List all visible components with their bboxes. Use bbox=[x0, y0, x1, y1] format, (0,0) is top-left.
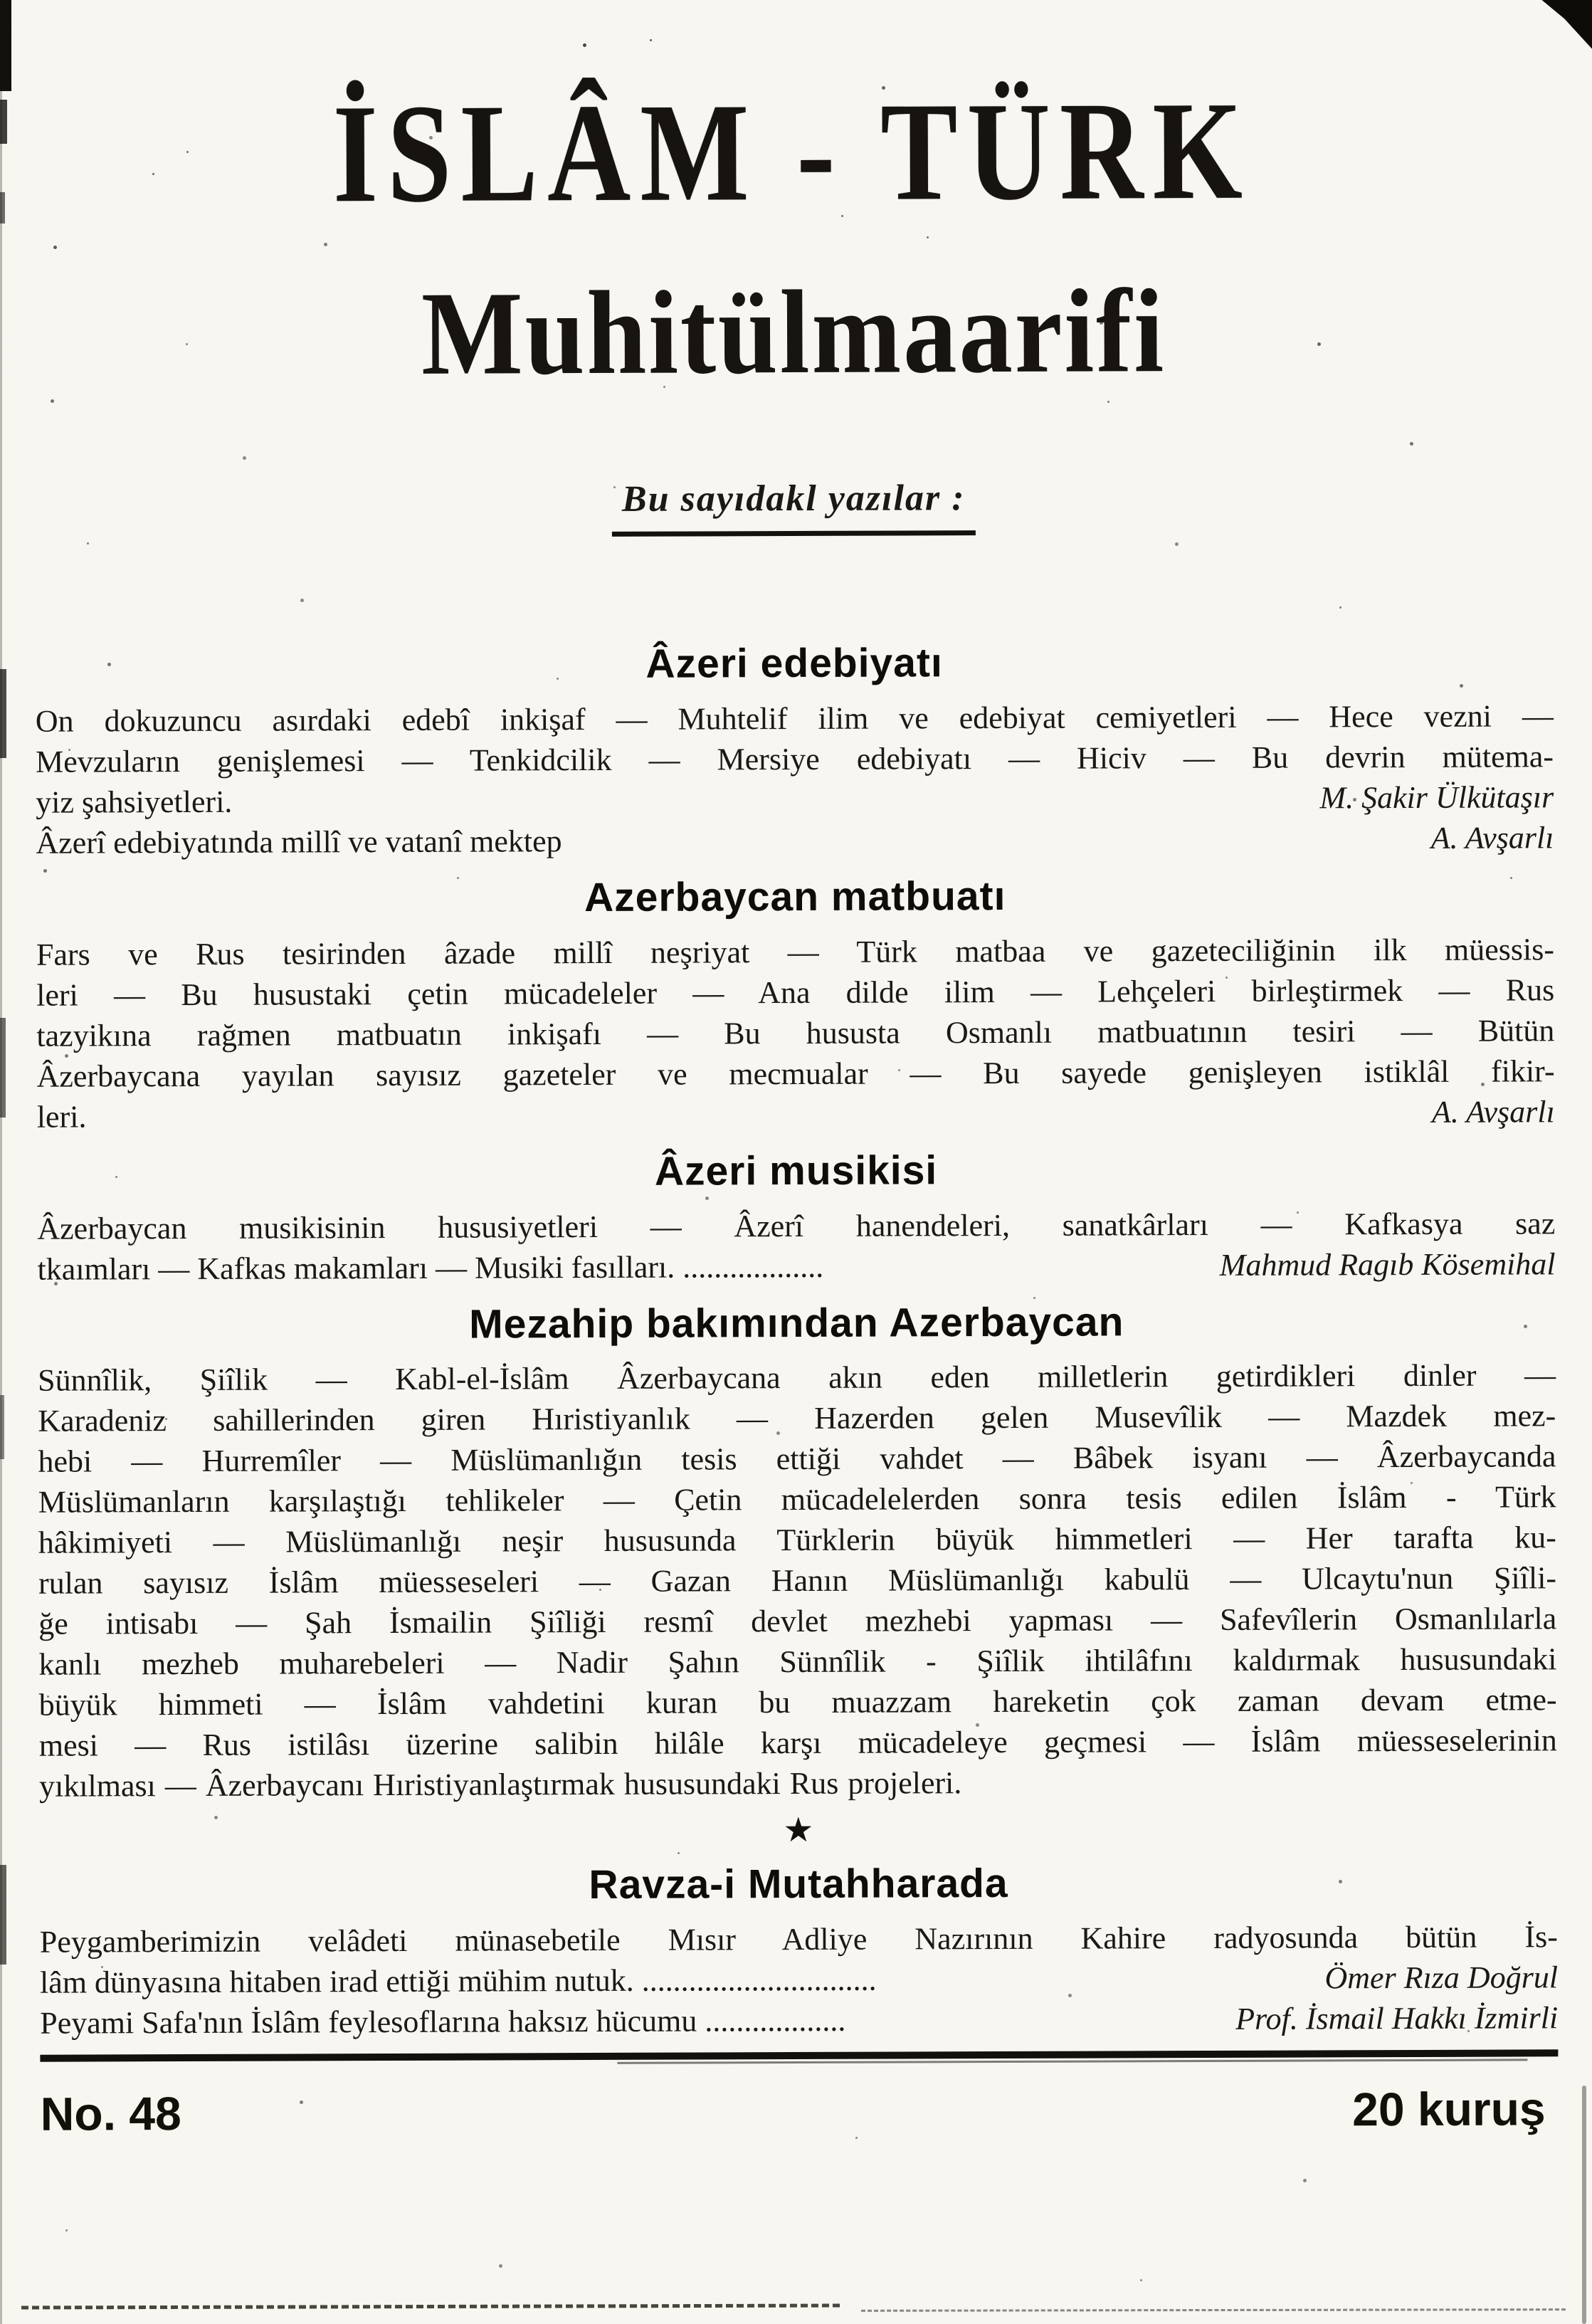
scan-artifact-ink-mark bbox=[0, 100, 7, 144]
paragraph-line: tazyikına rağmen matbuatın inkişafı — Bu hususta Osmanlı matbuatının tesiri — Bütün bbox=[36, 1012, 1555, 1053]
paragraph-line: Sünnîlik, Şiîlik — Kabl-el-İslâm Âzerbaycana akın eden milletlerin getirdikleri dinler — bbox=[37, 1357, 1556, 1399]
paragraph-line: ğe intisabı — Şah İsmailin Şiîliği resmî devlet mezhebi yapması — Safevîlerin Osmanlılarla bbox=[38, 1601, 1557, 1642]
author-name: Mahmud Ragıb Kösemihal bbox=[1219, 1246, 1556, 1283]
magazine-title: İSLÂM - TÜRK bbox=[332, 72, 1253, 232]
paragraph-line: hâkimiyeti — Müslümanlığı neşir hususunda Türklerin büyük himmetleri — Her tarafta ku- bbox=[38, 1520, 1556, 1561]
contents-label-row bbox=[35, 475, 1553, 538]
section-mezahip bbox=[38, 1300, 1557, 1807]
paragraph-line: kanlı mezheb muharebeleri — Nadir Şahın Sünnîlik - Şiîlik ihtilâfını kaldırmak hususundaki bbox=[38, 1641, 1557, 1683]
paragraph-line: leri. bbox=[36, 1099, 87, 1135]
paragraph-line: yiz şahsiyetleri. bbox=[36, 784, 233, 820]
author-line bbox=[37, 1091, 1555, 1137]
paragraph-line: Karadeniz sahillerinden giren Hıristiyanlık — Hazerden gelen Musevîlik — Mazdek mez- bbox=[38, 1398, 1556, 1439]
section-azerbaycan-matbuati bbox=[36, 873, 1555, 1137]
scan-artifact-right-streak bbox=[1582, 2086, 1586, 2324]
paragraph-line: Peyami Safa'nın İslâm feylesoflarına haksız hücumu .................. bbox=[40, 2002, 846, 2041]
paragraph-line: yıkılması — Âzerbaycanı Hıristiyanlaştırmak hususundaki Rus projeleri. bbox=[38, 1765, 962, 1804]
paragraph-line: Âzerbaycana yayılan sayısız gazeteler ve mecmualar — Bu sayede genişleyen istiklâl fikir- bbox=[36, 1053, 1555, 1094]
paragraph-line: rulan sayısız İslâm müesseseleri — Gazan Hanın Müslümanlığı kabulü — Ulcaytu'nun Şiîli- bbox=[38, 1560, 1557, 1602]
section-heading: Âzeri edebiyatı bbox=[645, 640, 943, 687]
paragraph-line: Mevzuların genişlemesi — Tenkidcilik — Mersiye edebiyatı — Hiciv — Bu devrin mütema- bbox=[35, 739, 1554, 779]
author-name: A. Avşarlı bbox=[1431, 1093, 1555, 1130]
author-line bbox=[36, 777, 1554, 822]
scan-artifact-ink-mark bbox=[0, 669, 6, 758]
paragraph-line: leri — Bu husustaki çetin mücadeleler — Ana dilde ilim — Lehçeleri birleştirmek — Rus bbox=[36, 972, 1555, 1013]
contents-label: Bu sayıdakl yazılar : bbox=[612, 477, 976, 537]
author-name: Ömer Rıza Doğrul bbox=[1324, 1960, 1559, 1996]
author-name: A. Avşarlı bbox=[1430, 820, 1554, 856]
paragraph-line: hebi — Hurremîler — Müslümanlığın tesis ettiği vahdet — Bâbek isyanı — Âzerbaycanda bbox=[38, 1439, 1556, 1480]
author-line bbox=[40, 1997, 1558, 2043]
star-icon: ★ bbox=[783, 1812, 814, 1850]
price: 20 kuruş bbox=[1352, 2082, 1546, 2136]
paragraph-line: Müslümanların karşılaştığı tehlikeler — Çetin mücadelelerden sonra tesis edilen İslâm - Türk bbox=[38, 1479, 1556, 1520]
section-azeri-edebiyati bbox=[35, 640, 1554, 863]
scan-artifact-ink-mark bbox=[0, 1018, 6, 1118]
scan-artifact-ink-mark bbox=[0, 0, 11, 91]
paragraph-line: Âzerî edebiyatında millî ve vatanî mektep bbox=[36, 823, 562, 861]
scan-artifact-ink-mark bbox=[0, 1395, 4, 1459]
scan-noise-specks bbox=[0, 0, 2, 2]
masthead-subtitle-row bbox=[34, 265, 1553, 400]
author-line bbox=[37, 1244, 1555, 1289]
paragraph-line: On dokuzuncu asırdaki edebî inkişaf — Muhtelif ilim ve edebiyat cemiyetleri — Hece vezni — bbox=[35, 698, 1554, 739]
section-heading: Âzeri musikisi bbox=[654, 1147, 938, 1194]
section-heading: Azerbaycan matbuatı bbox=[584, 873, 1006, 920]
author-name: Prof. İsmail Hakkı İzmirli bbox=[1235, 2000, 1559, 2037]
scan-artifact-left-edge bbox=[0, 0, 2, 2324]
masthead bbox=[33, 72, 1552, 232]
author-line bbox=[40, 1957, 1558, 2002]
scan-artifact-ink-mark bbox=[0, 1865, 6, 1965]
magazine-subtitle: Muhitülmaarifi bbox=[421, 265, 1166, 400]
author-line bbox=[36, 817, 1554, 863]
paragraph-line: mesi — Rus istilâsı üzerine salibin hilâle karşı mücadeleye geçmesi — İslâm müesseselerinin bbox=[38, 1723, 1557, 1764]
section-heading: Ravza-i Mutahharada bbox=[589, 1861, 1008, 1908]
paragraph-line: Fars ve Rus tesirinden âzade millî neşriyat — Türk matbaa ve gazeteciliğinin ilk müessis- bbox=[36, 931, 1555, 972]
section-heading: Mezahip bakımından Azerbaycan bbox=[469, 1298, 1124, 1347]
issue-number: No. 48 bbox=[40, 2087, 181, 2140]
divider-rule bbox=[40, 2049, 1558, 2061]
paragraph-line: tkaımları — Kafkas makamları — Musiki fasılları. .................. bbox=[37, 1248, 824, 1287]
section-azeri-musikisi bbox=[37, 1147, 1556, 1289]
paragraph-line: lâm dünyasına hitaben irad ettiği mühim nutuk. .............................. bbox=[39, 1962, 877, 2000]
paragraph-line: Peygamberimizin velâdeti münasebetile Mısır Adliye Nazırının Kahire radyosunda bütün İs- bbox=[39, 1919, 1558, 1960]
paragraph-line: büyük himmeti — İslâm vahdetini kuran bu muazzam hareketin çok zaman devam etme- bbox=[38, 1682, 1557, 1723]
footer bbox=[41, 2081, 1559, 2140]
scan-artifact-ink-mark bbox=[0, 192, 5, 224]
section-ravza bbox=[39, 1812, 1558, 2044]
paragraph-line: Âzerbaycan musikisinin hususiyetleri — Âzerî hanendeleri, sanatkârları — Kafkasya saz bbox=[37, 1205, 1556, 1246]
author-name: M. Şakir Ülkütaşır bbox=[1319, 779, 1554, 816]
